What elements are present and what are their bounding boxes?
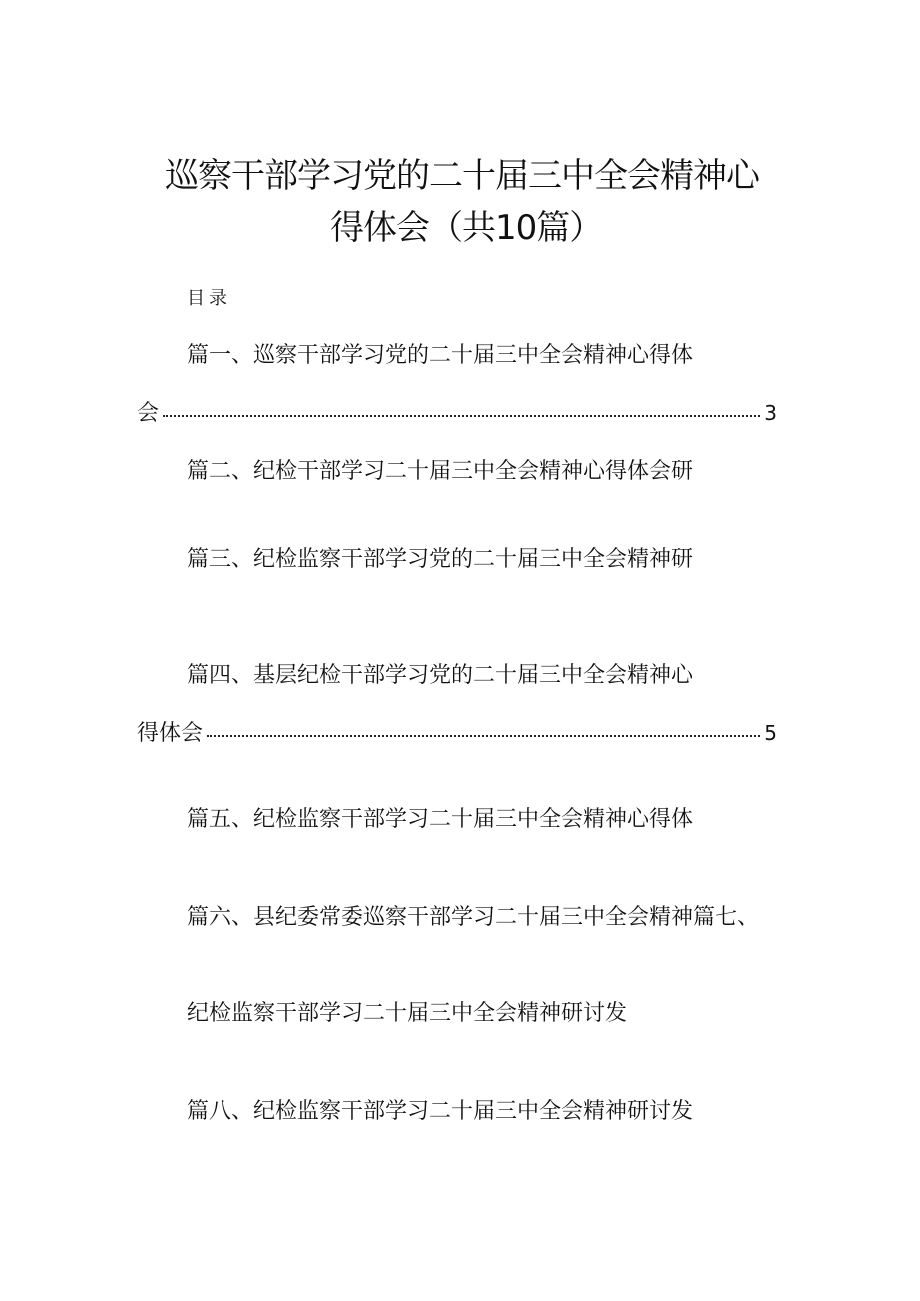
toc-page-number: 5 — [764, 721, 777, 745]
toc-entry-4-line2: 得体会 — [137, 721, 204, 746]
toc-heading: 目录 — [187, 288, 231, 309]
toc-leader-dots — [207, 735, 760, 737]
toc-entry-6[interactable]: 篇六、县纪委常委巡察干部学习二十届三中全会精神篇七、 — [187, 905, 760, 930]
toc-entry-8[interactable]: 篇八、纪检监察干部学习二十届三中全会精神研讨发 — [187, 1099, 694, 1124]
document-title-line-2: 得体会（共10篇） — [330, 208, 603, 248]
toc-entry-4[interactable]: 篇四、基层纪检干部学习党的二十届三中全会精神心 — [187, 663, 694, 688]
toc-entry-4-continuation[interactable] — [137, 716, 777, 747]
toc-entry-7[interactable]: 纪检监察干部学习二十届三中全会精神研讨发 — [187, 1001, 628, 1026]
toc-entry-2[interactable]: 篇二、纪检干部学习二十届三中全会精神心得体会研 — [187, 459, 694, 484]
toc-entry-1-line2: 会 — [137, 401, 160, 426]
toc-page-number: 3 — [764, 401, 777, 425]
toc-entry-1[interactable]: 篇一、巡察干部学习党的二十届三中全会精神心得体 — [187, 343, 694, 368]
document-title-line-1: 巡察干部学习党的二十届三中全会精神心 — [165, 156, 759, 196]
toc-entry-1-continuation[interactable] — [137, 396, 777, 427]
toc-entry-5[interactable]: 篇五、纪检监察干部学习二十届三中全会精神心得体 — [187, 807, 694, 832]
toc-leader-dots — [163, 415, 760, 417]
toc-entry-3[interactable]: 篇三、纪检监察干部学习党的二十届三中全会精神研 — [187, 547, 694, 572]
